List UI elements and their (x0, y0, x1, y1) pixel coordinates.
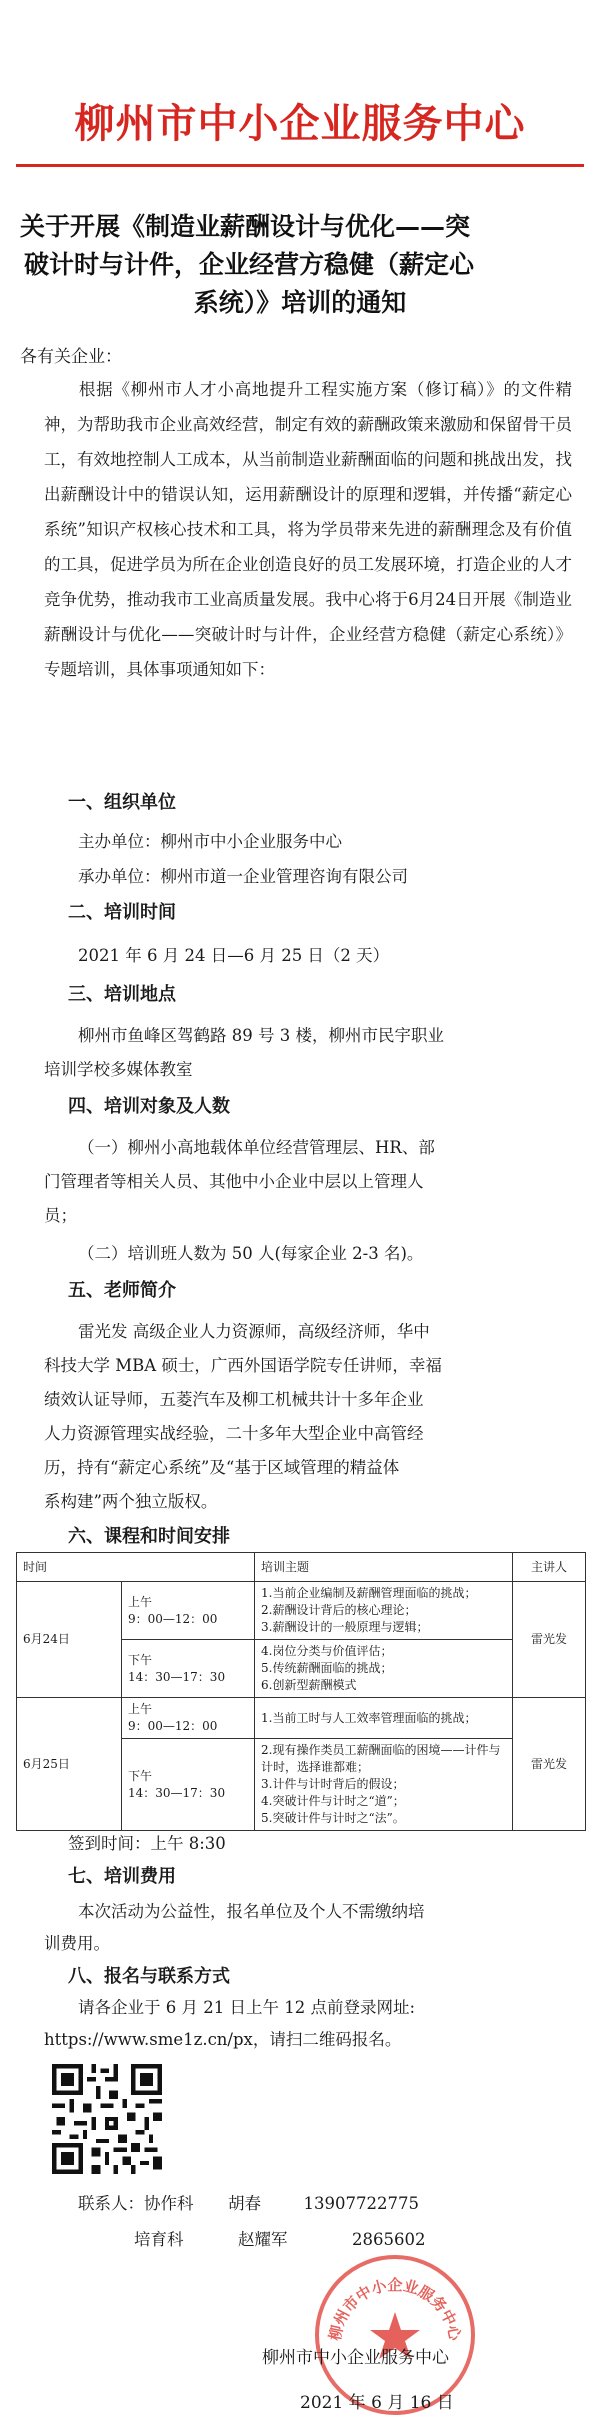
title-line-2: 破计时与计件，企业经营方稳健（薪定心 (24, 250, 475, 279)
target-line-3: 员； (44, 1206, 77, 1225)
red-header-rule (16, 164, 584, 167)
section-7-heading: 七、培训费用 (68, 1866, 176, 1887)
signature-org: 柳州市中小企业服务中心 (262, 2348, 449, 2368)
am-label: 上午 (128, 1702, 153, 1716)
section-6-heading: 六、课程和时间安排 (68, 1526, 230, 1547)
fee-line-1: 本次活动为公益性，报名单位及个人不需缴纳培 (78, 1902, 425, 1921)
topic-item: 5.传统薪酬面临的挑战； (261, 1661, 393, 1675)
day1-am-topics (255, 1582, 513, 1640)
topic-item: 1.当前企业编制及薪酬管理面临的挑战； (261, 1586, 477, 1600)
day1-pm-topics (255, 1640, 513, 1698)
title-line-3: 系统）》培训的通知 (193, 288, 407, 317)
day2-am-cell (122, 1698, 255, 1739)
topic-item: 3.薪酬设计的一般原理与逻辑； (261, 1620, 429, 1634)
day1-pm-cell (122, 1640, 255, 1698)
contact2-name: 赵耀军 (238, 2230, 288, 2249)
header-time: 时间 (17, 1553, 255, 1582)
day1-speaker: 雷光发 (513, 1582, 586, 1698)
day1-date: 6月24日 (17, 1582, 122, 1698)
day1-am-cell (122, 1582, 255, 1640)
header-topic: 培训主题 (255, 1553, 513, 1582)
header-speaker: 主讲人 (513, 1553, 586, 1582)
contact1-name: 胡春 (228, 2194, 261, 2213)
place-line-2: 培训学校多媒体教室 (44, 1060, 193, 1079)
bio-line-5: 历，持有“薪定心系统”及“基于区域管理的精益体 (44, 1458, 400, 1477)
topic-item: 2.薪酬设计背后的核心理论； (261, 1603, 417, 1617)
bio-line-6: 系构建”两个独立版权。 (44, 1492, 218, 1511)
section-8-heading: 八、报名与联系方式 (68, 1966, 230, 1987)
pm-time: 14：30—17：30 (128, 1669, 226, 1684)
contact1-phone[interactable]: 13907722775 (303, 2194, 419, 2213)
fee-line-2: 训费用。 (44, 1934, 110, 1953)
intro-text: 根据《柳州市人才小高地提升工程实施方案（修订稿）》的文件精神，为帮助我市企业高效经营，制定有效的薪酬政策来激励和保留骨干员工，有效地控制人工成本，从当前制造业薪酬面临的问题和挑战出发，找出薪酬设计中的错误认知，运用薪酬设计的原理和逻辑，并传播“薪定心系统”知识产权核心技术和工具，将为学员带来先进的薪酬理念及有价值的工具，促进学员为所在企业创造良好的员工发展环境，打造企业的人才竞争优势，推动我市工业高质量发展。我中心将于6月24日开展《制造业薪酬设计与优化——突破计时与计件，企业经营方稳健（薪定心系统）》专题培训，具体事项通知如下： (44, 380, 572, 679)
contact1-label: 联系人：协作科 (78, 2194, 194, 2213)
registration-line-1: 请各企业于 6 月 21 日上午 12 点前登录网址: (78, 1998, 416, 2017)
target-line-1: （一）柳州小高地载体单位经营管理层、HR、部 (78, 1138, 435, 1157)
document-title (20, 208, 580, 322)
day2-am-topics (255, 1698, 513, 1739)
place-line-1: 柳州市鱼峰区驾鹤路 89 号 3 楼，柳州市民宇职业 (78, 1026, 444, 1045)
bio-line-2: 科技大学 MBA 硕士，广西外国语学院专任讲师，幸福 (44, 1356, 442, 1375)
registration-qr-code[interactable] (52, 2064, 162, 2174)
topic-item: 2.现有操作类员工薪酬面临的困境——计件与计时，选择谁都难； (261, 1743, 501, 1774)
pm-time: 14：30—17：30 (128, 1785, 226, 1800)
signature-date: 2021 年 6 月 16 日 (300, 2393, 454, 2413)
topic-item: 1.当前工时与人工效率管理面临的挑战； (261, 1710, 477, 1725)
pm-label: 下午 (128, 1768, 153, 1783)
section-1-heading: 一、组织单位 (68, 792, 176, 813)
pm-label: 下午 (128, 1652, 153, 1667)
intro-paragraph (44, 372, 572, 687)
section-4-heading: 四、培训对象及人数 (68, 1096, 230, 1117)
contact2-label: 培育科 (134, 2230, 184, 2249)
quota-line: （二）培训班人数为 50 人(每家企业 2-3 名)。 (78, 1244, 424, 1263)
day2-pm-cell (122, 1739, 255, 1831)
contact-row-1 (78, 2190, 419, 2214)
schedule-table (16, 1552, 586, 1831)
host-unit: 主办单位：柳州市中小企业服务中心 (78, 832, 342, 851)
bio-line-1: 雷光发 高级企业人力资源师，高级经济师，华中 (78, 1322, 430, 1341)
target-line-2: 门管理者等相关人员、其他中小企业中层以上管理人 (44, 1172, 424, 1191)
schedule-header-row (17, 1553, 586, 1582)
bio-line-3: 绩效认证导师，五菱汽车及柳工机械共计十多年企业 (44, 1390, 424, 1409)
am-time: 9：00—12：00 (128, 1719, 218, 1733)
seal-text: 柳州市中小企业服务中心 (325, 2276, 465, 2343)
table-row (17, 1698, 586, 1739)
contact2-phone[interactable]: 2865602 (352, 2230, 426, 2249)
day2-pm-topics (255, 1739, 513, 1831)
topic-item: 5.突破计件与计时之“法”。 (261, 1811, 405, 1825)
topic-item: 4.岗位分类与价值评估； (261, 1644, 393, 1658)
bio-line-4: 人力资源管理实战经验，二十多年大型企业中高管经 (44, 1424, 424, 1443)
registration-url-line[interactable]: https://www.sme1z.cn/px，请扫二维码报名。 (44, 2030, 402, 2049)
salutation: 各有关企业： (20, 347, 122, 367)
day2-speaker: 雷光发 (513, 1698, 586, 1831)
table-row (17, 1582, 586, 1640)
contact-row-2 (134, 2226, 426, 2250)
training-time: 2021 年 6 月 24 日—6 月 25 日（2 天） (78, 946, 390, 965)
topic-item: 6.创新型薪酬模式 (261, 1678, 357, 1692)
section-2-heading: 二、培训时间 (68, 902, 176, 923)
topic-item: 4.突破计件与计时之“道”； (261, 1794, 405, 1808)
section-5-heading: 五、老师简介 (68, 1280, 176, 1301)
title-line-1: 关于开展《制造业薪酬设计与优化——突 (20, 212, 471, 241)
section-3-heading: 三、培训地点 (68, 984, 176, 1005)
issuing-org-title: 柳州市中小企业服务中心 (74, 101, 526, 147)
am-time: 9：00—12：00 (128, 1611, 218, 1626)
topic-item: 3.计件与计时背后的假设； (261, 1777, 405, 1791)
checkin-time: 签到时间：上午 8:30 (68, 1834, 226, 1853)
am-label: 上午 (128, 1594, 153, 1609)
organizer-unit: 承办单位：柳州市道一企业管理咨询有限公司 (78, 867, 408, 886)
day2-date: 6月25日 (17, 1698, 122, 1831)
